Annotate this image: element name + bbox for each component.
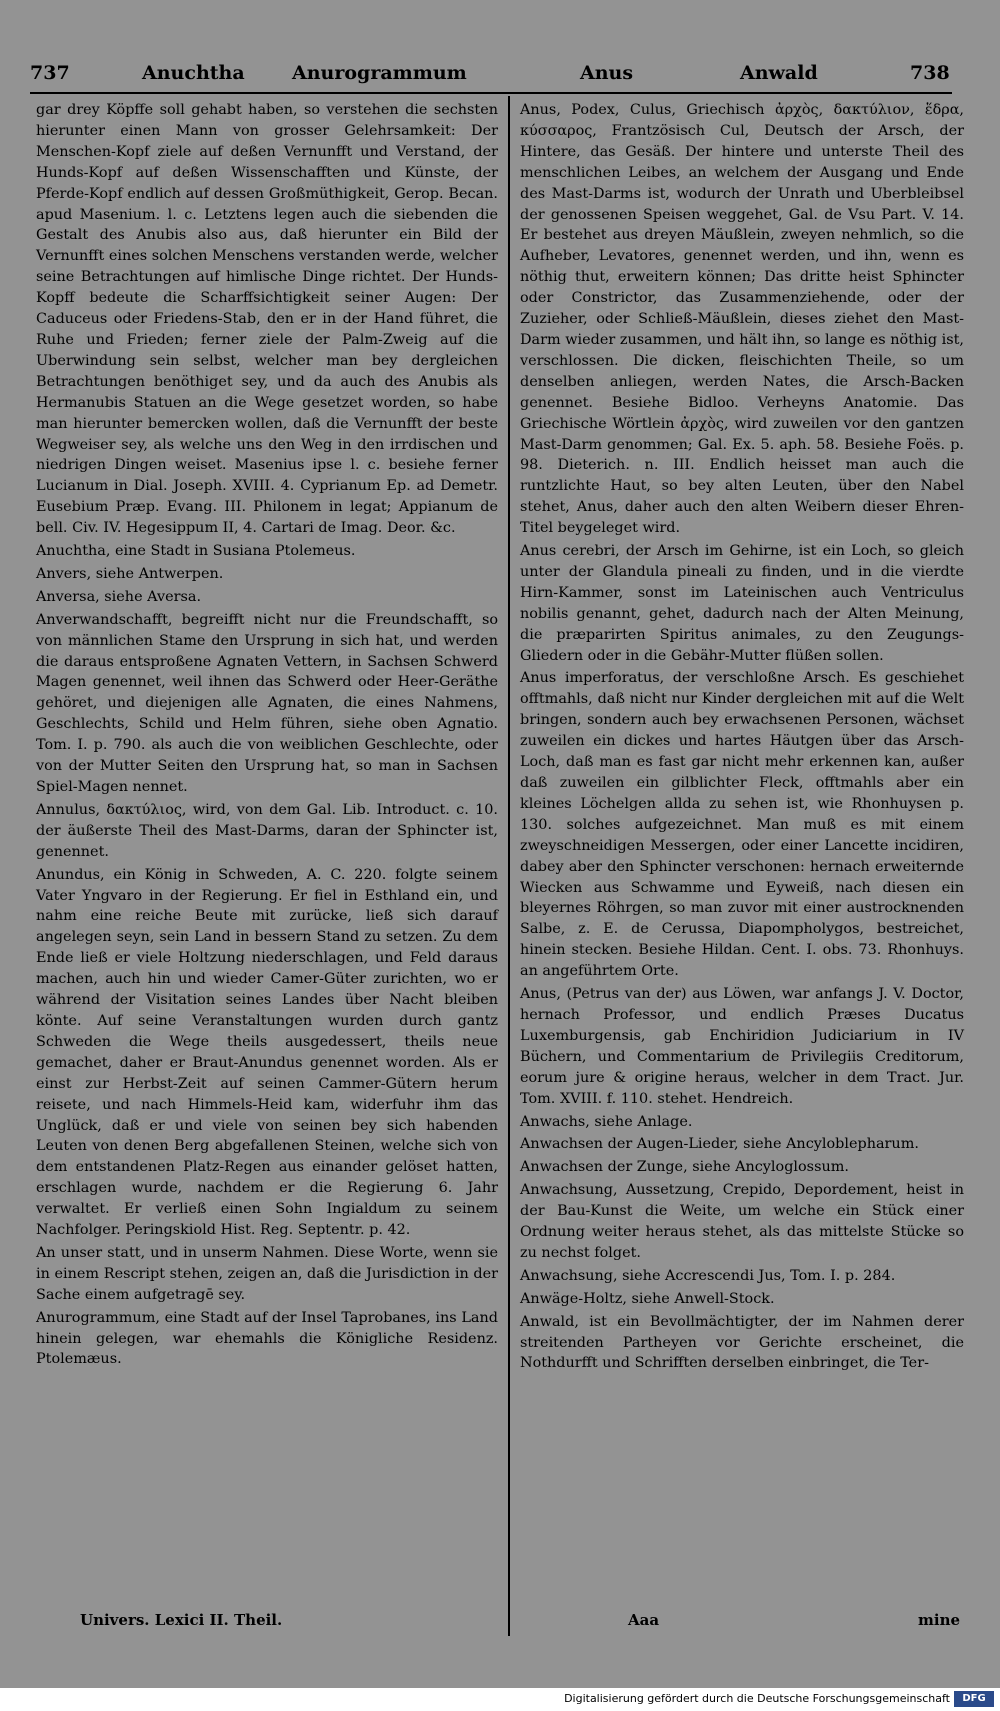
column-divider [508, 96, 510, 1636]
entry-paragraph: Anwachs, siehe Anlage. [520, 1113, 693, 1130]
catchword-header-4: Anwald [740, 62, 818, 84]
entry-paragraph: Annulus, δακτύλιος, wird, von dem Gal. Lib. Introduct. c. 10. der äußerste Theil des Mast-Darms, daran der Sphincter ist, genennet. [36, 801, 498, 860]
catchword-header-1: Anuchtha [142, 62, 245, 84]
volume-footer: Univers. Lexici II. Theil. [80, 1611, 283, 1629]
entry-paragraph: Anwachsen der Augen-Lieder, siehe Ancyloblepharum. [520, 1136, 919, 1153]
entry-paragraph: Anwachsung, Aussetzung, Crepido, Depordement, heist in der Bau-Kunst die Weite, um welche ein Stück einer Ordnung weiter heraus stehet, als das mittelste Stücke so zu nechst folget. [520, 1182, 964, 1261]
catchword-header-2: Anurogrammum [292, 62, 467, 84]
entry-paragraph: Anwäge-Holtz, siehe Anwell-Stock. [520, 1290, 775, 1307]
entry-paragraph: Anwald, ist ein Bevollmächtigter, der im Nahmen derer streitenden Partheyen vor Gerichte erscheinet, die Nothdurfft und Schrifften derselben einbringet, die Ter- [520, 1313, 964, 1372]
entry-paragraph: Anuchtha, eine Stadt in Susiana Ptolemeus. [36, 543, 356, 560]
entry-paragraph: Anus cerebri, der Arsch im Gehirne, ist ein Loch, so gleich unter der Glandula pineali zu finden, und in die vierdte Hirn-Kammer, sonst im Lateinischen auch Ventriculus nobilis genannt, gehet, dadurch nach der Alten Meinung, die præparirten Spiritus animales, zu den Zeugungs-Gliedern oder in die Gebähr-Mutter flüßen sollen. [520, 543, 964, 664]
entry-paragraph: Anurogrammum, eine Stadt auf der Insel Taprobanes, ins Land hinein gelegen, war ehemahls die Königliche Residenz. Ptolemæus. [36, 1309, 498, 1368]
dfg-logo-icon[interactable]: DFG [954, 1691, 994, 1707]
page-number-right: 738 [910, 62, 950, 84]
entry-paragraph: Anwachsung, siehe Accrescendi Jus, Tom. I. p. 284. [520, 1267, 896, 1284]
entry-paragraph: An unser statt, und in unserm Nahmen. Diese Worte, wenn sie in einem Rescript stehen, zeigen an, daß die Jurisdiction in der Sache einem aufgetragē sey. [36, 1244, 498, 1303]
footer-bar [0, 1688, 1000, 1711]
entry-paragraph: Anundus, ein König in Schweden, A. C. 220. folgte seinem Vater Yngvaro in der Regierung. Er fiel in Esthland ein, und nahm eine reiche Beute mit zurücke, ließ sich darauf angelegen seyn, sein Land in bessern Stand zu setzen. Zu dem Ende ließ er viele Holtzung niederschlagen, und Feld daraus machen, auch hin und wieder Camer-Güter zurichten, wo er während der Visitation seines Landes über Nacht bleiben könte. Auf seine Veranstaltungen wurden durch gantz Schweden die Wege theils ausgedessert, theils neue gemachet, daher er Braut-Anundus genennet worden. Als er einst zur Herbst-Zeit auf seinen Cammer-Gütern herum reisete, und nach Himmels-Heid kam, widerfuhr ihm das Unglück, daß er und viele von seinen bey sich habenden Leuten von denen Berg abgefallenen Steinen, welche sich von dem entstandenen Platz-Regen aus einander gelöset hatten, erschlagen wurde, nachdem er die Regierung 6. Jahr verwaltet. Er verließ einen Sohn Ingialdum zu seinem Nachfolger. Peringskiold Hist. Reg. Septentr. p. 42. [36, 866, 498, 1239]
entry-paragraph: Anvers, siehe Antwerpen. [36, 565, 224, 582]
catchword-footer: mine [918, 1611, 961, 1629]
entry-paragraph: Anverwandschafft, begreifft nicht nur die Freundschafft, so von männlichen Stame den Ursprung in sich hat, und werden die daraus entsproßene Agnaten Vettern, in Sachsen Schwerd Magen genennet, weil ihnen das Schwerd oder Heer-Geräthe gehöret, und diejenigen alle Agnaten, die eines Nahmens, Geschlechts, Schild und Helm führen, siehe oben Agnatio. Tom. I. p. 790. als auch die von weiblichen Geschlechte, oder von der Mutter Seiten den Ursprung hat, so man in Sachsen Spiel-Magen nennet. [36, 611, 498, 795]
entry-paragraph: Anversa, siehe Aversa. [36, 588, 202, 605]
entry-paragraph: Anus imperforatus, der verschloßne Arsch. Es geschiehet offtmahls, daß nicht nur Kinder dergleichen mit auf die Welt bringen, sondern auch bey erwachsenen Personen, wächset zuweilen ein dickes und hartes Häutgen über das Arsch-Loch, daß man es fast gar nicht mehr erkennen kan, außer daß zuweilen ein gilblichter Fleck, offtmahls aber ein kleines Löchelgen allda zu sehen ist, wie Rhonhuysen p. 130. solches aufgezeichnet. Man muß es mit einem zweyschneidigen Messergen, oder einer Lancette incidiren, dabey aber den Sphincter verschonen: hernach erweiternde Wiecken aus Schwamme und Eyweiß, nach diesen ein bleyernes Röhrgen, so man zuvor mit einer austrocknenden Salbe, z. E. de Cerussa, Diapompholygos, bestreichet, hinein stecken. Besiehe Hildan. Cent. I. obs. 73. Rhonhuys. an angeführtem Orte. [520, 670, 964, 980]
page-number-left: 737 [30, 62, 70, 84]
entry-paragraph: Anus, Podex, Culus, Griechisch ἀρχὸς, δακτύλιον, ἕδρα, κύσσαρος, Frantzösisch Cul, Deutsch der Arsch, der Hintere, das Gesäß. Der hintere und unterste Theil des menschlichen Leibes, an welchem der Ausgang und Ende des Mast-Darms ist, wodurch der Unrath und Uberbleibsel der genossenen Speisen weggehet, Gal. de Vsu Part. V. 14. Er bestehet aus dreyen Mäußlein, zweyen nehmlich, so die Aufheber, Levatores, genennet werden, und ihn, wenn es nöthig thut, erweitern können; Das dritte heist Sphincter oder Constrictor, das Zusammenziehende, oder der Zuzieher, oder Schließ-Mäußlein, dieses ziehet den Mast-Darm wieder zusammen, und hält ihn, so lange es nöthig ist, verschlossen. Die dicken, fleischichten Theile, so um denselben anliegen, werden Nates, die Arsch-Backen genennet. Besiehe Bidloo. Verheyns Anatomie. Das Griechische Wörtlein ἀρχὸς, wird zuweilen vor den gantzen Mast-Darm genommen; Gal. Ex. 5. aph. 58. Besiehe Foës. p. 98. Dieterich. n. III. Endlich heisset man auch die runtzlichte Haut, so bey alten Leuten, über den Nabel stehet, Anus, daher auch den alten Weibern dieser Ehren-Titel beygeleget wird. [520, 102, 964, 537]
catchword-header-3: Anus [580, 62, 634, 84]
signature-mark: Aaa [628, 1611, 660, 1629]
entry-paragraph: Anwachsen der Zunge, siehe Ancyloglossum. [520, 1159, 849, 1176]
funding-credit: Digitalisierung gefördert durch die Deutsche Forschungsgemeinschaft [564, 1692, 950, 1705]
entry-paragraph: gar drey Köpffe soll gehabt haben, so verstehen die sechsten hierunter einen Mann von grosser Gelehrsamkeit: Der Menschen-Kopf ziele auf deßen Vernunfft und Verstand, der Hunds-Kopf auf deßen Wissenschafften und Künste, der Pferde-Kopf endlich auf dessen Großmüthigkeit, Gerop. Becan. apud Masenium. l. c. Letztens legen auch die siebenden die Gestalt des Anubis also aus, daß hierunter ein Bild der Vernunfft eines solchen Menschens verstanden werde, welcher seine Betrachtungen auf himlische Dinge richtet. Der Hunds-Kopff bedeute die Scharffsichtigkeit seiner Augen: Der Caduceus oder Friedens-Stab, den er in der Hand führet, die Ruhe und Frieden; ferner ziele der Palm-Zweig auf die Uberwindung sein selbst, welcher man bey dergleichen Betrachtungen benöthiget sey, und da auch des Anubis als Hermanubis Statuen an die Wege gesetzet worden, so habe man hierunter bemercken wollen, daß die Vernunfft der beste Wegweiser sey, als welche uns den Weg in den irrdischen und niedrigen Dingen weiset. Masenius ipse l. c. besiehe ferner Lucianum in Dial. Joseph. XVIII. 4. Cyprianum Ep. ad Demetr. Eusebium Præp. Evang. III. Philonem in legat; Appianum de bell. Civ. IV. Hegesippum II, 4. Cartari de Imag. Deor. &c. [36, 102, 498, 537]
entry-paragraph: Anus, (Petrus van der) aus Löwen, war anfangs J. V. Doctor, hernach Professor, und endlich Præses Ducatus Luxemburgensis, gab Enchiridion Judiciarium in IV Büchern, und Commentarium de Privilegiis Creditorum, eorum jure & origine heraus, welcher in dem Tract. Jur. Tom. XVIII. f. 110. stehet. Hendreich. [520, 986, 964, 1107]
left-column [36, 100, 498, 1372]
header-rule [30, 92, 952, 94]
page-header [30, 62, 970, 90]
right-column [520, 100, 964, 1376]
